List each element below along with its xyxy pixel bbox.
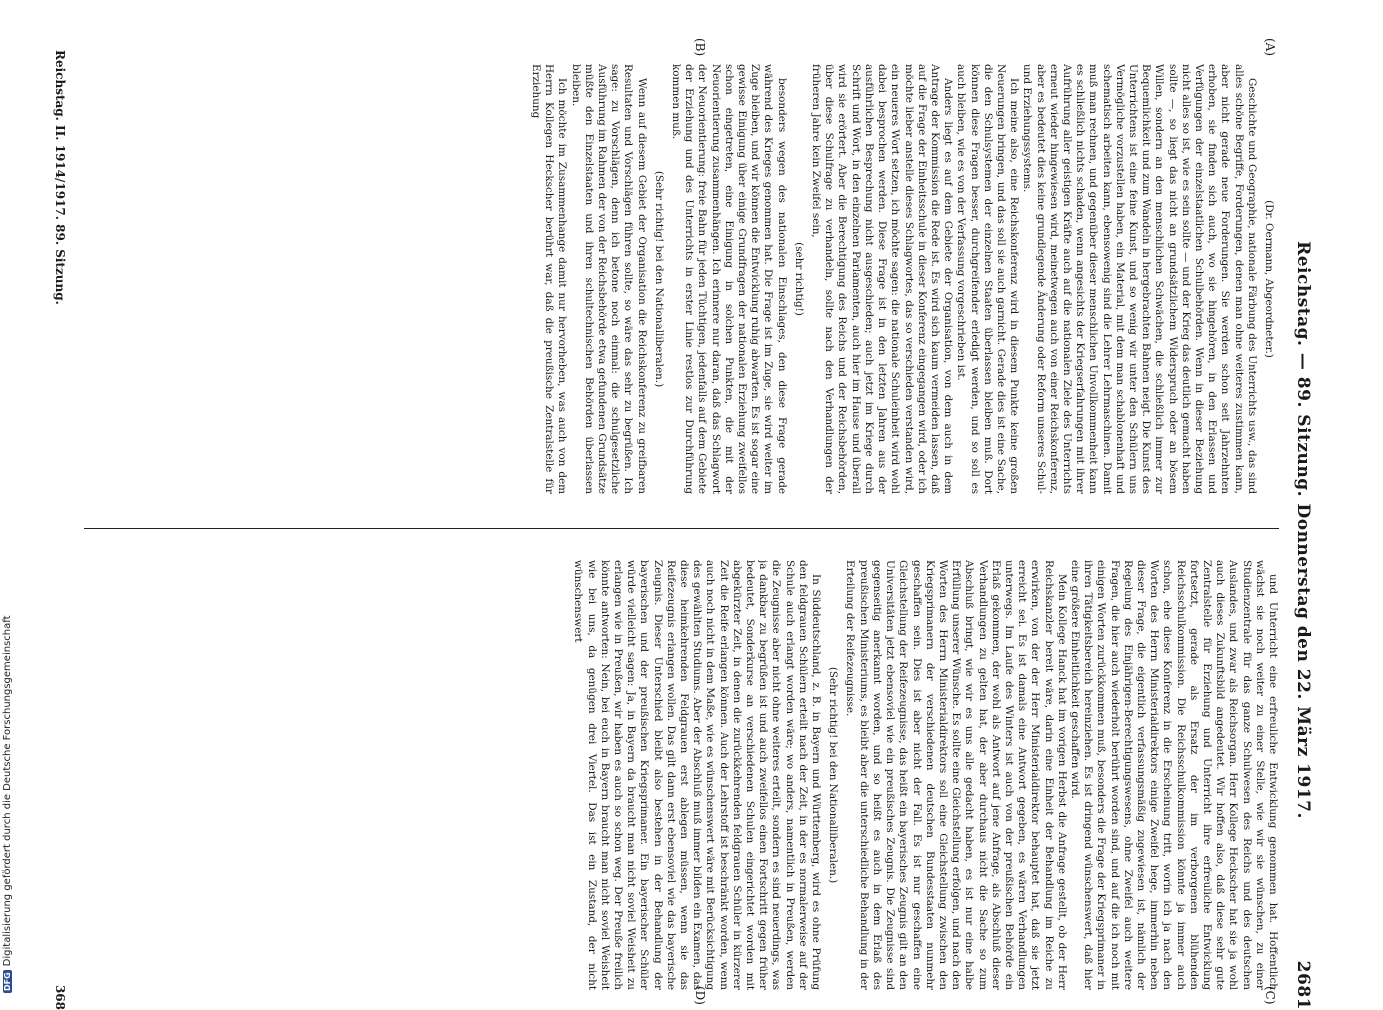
speaker-label: (Dr. Oermann, Abgeordneter.) xyxy=(1263,200,1275,358)
header-title: Reichstag. — 89. Sitzung. Donnerstag den 22. März 1917. xyxy=(1293,241,1313,819)
paragraph: besonders wegen des nationalen Einschlages, den diese Frage gerade während des Krieges genommen hat. Die Frage ist im Zuge, sie wird weiter im Zuge bleiben, und wir können die Entwicklung ruhig abwarten. Es ist sogar eine gewisse Einigung über einige Grundfragen der nationalen Erziehung zweifellos schon eingetreten, eine Einigung in solchen Punkten, die mit der Neuorientierung zusammenhängen. Ich erinnere nur daran, daß das Schlagwort der Neuorientierung: freie Bahn für jeden Tüchtigen, jedenfalls auf dem Gebiete der Erziehung und des Unterrichts in erster Linie restlos zur Durchführung kommen muß. xyxy=(670,64,788,494)
right-column xyxy=(79,560,1279,990)
paragraph: Anders liegt es auf dem Gebiete der Organisation, von dem auch in dem Antrage der Kommission die Rede ist. Es wird sich kaum vermeiden lassen, daß auf die Frage der Einheitsschule in dieser Konferenz eingegangen wird, oder ich möchte lieber anstelle dieses Schlagwortes, das so verschieden verstanden wird, ein neueres Wort setzen, ich möchte sagen: die nationale Schuleinheit wird wohl dabei besprochen werden. Diese Frage ist in den letzten Jahren aus der ausführlichen Besprechung nicht ausgeschieden; auch jetzt im Kriege durch Schrift und Wort, in den einzelnen Parlamenten, auch hier im Hause und überall wird sie erörtert. Aber die Berechtigung des Reichs und der Reichsbehörden, über diese Schulfrage zu verhandeln, sollte nach den Verhandlungen der früheren Jahre kein Zweifel sein, xyxy=(810,64,955,494)
header-page-number: 2681 xyxy=(1293,960,1313,1010)
paragraph: Ich möchte im Zusammenhange damit nur hervorheben, was auch von dem Herrn Kollegen Heckscher berührt war, daß die preußische Zentralstelle für Erziehung xyxy=(530,64,569,494)
column-divider xyxy=(84,528,1279,529)
margin-mark-b: (B) xyxy=(693,38,707,57)
page-header xyxy=(1289,50,1317,1010)
paragraph: Geschichte und Geographie, nationale Färbung des Unterrichts usw., das sind alles schöne Begriffe, Forderungen, denen man ohne weiteres zustimmen kann, aber nicht gerade neue Forderungen. Sie werden schon seit Jahrzehnten erhoben, sie finden sich auch, wo sie hingehören, in den Erlassen und Verfügungen der einzelstaatlichen Schulbehörden. Wenn in dieser Beziehung nicht alles so ist, wie es sein sollte — und der Krieg das deutlich gemacht haben sollte —, so liegt das nicht an grundsätzlichem Widerspruch oder an bösem Willen, sondern an den menschlichen Schwächen, die schließlich immer zur Bequemlichkeit und zum Wandeln in hergebrachten Bahnen neigt. Die Kunst des Unterrichtens ist eine feine Kunst, und so wenig wir unter den Schülern uns Vermögliche vorzustellen haben, ein Material, mit dem man schablonenhaft und schematisch arbeiten kann, ebensowenig sind die Lehrer Lehrmaschinen. Damit muß man rechnen, und gegenüber dieser menschlichen Unvollkommenheit kann es schließlich nichts schaden, wenn angesichts der Kriegserfahrungen mit ihrer Aufrührung aller geistigen Kräfte auch auf die nationalen Ziele des Unterrichts erneut wieder hingewiesen wird, meinetwegen auch von einer Reichskonferenz, aber es bedeutet dies keine grundlegende Änderung oder Reform unseres Schul- und Erziehungssystems. xyxy=(1021,64,1258,494)
margin-mark-d: (D) xyxy=(693,986,707,1005)
interjection: (Sehr richtig! bei den Nationalliberalen.) xyxy=(827,666,840,884)
paragraph: In Süddeutschland, z. B. in Bayern und Württemberg, wird es ohne Prüfung den feldgrauen Schülern erteilt nach der Zeit, in der es normalerweise auf der Schule auch erlangt worden wäre; wo anders, namentlich in Preußen, werden die Zeugnisse aber nicht ohne weiteres erteilt, sondern es sind neuerdings, was ja dankbar zu begrüßen ist und auch zweifellos einen Fortschritt gegen früher bedeutet, Sonderkurse an verschiedenen Schulen eingerichtet worden mit abgekürzter Zeit, in denen die zurückkehrenden feldgrauen Schüler in kürzerer Zeit die Reife erlangen können. Auch der Lehrstoff ist beschränkt worden, wenn auch noch nicht in dem Maße, wie es wünschenswert wäre mit Berücksichtigung des gewählten Studiums. Aber der Abschluß muß immer bilden ein Examen, das diese heimkehrenden Feldgrauen erst ablegen müssen, wenn sie das Reifezeugnis erlangen wollen. Das gilt dann erst ebensoviel wie das bayerische Zeugnis. Dieser Unterschied bleibt also bestehen in der Behandlung der bayerischen und der preußischen Kriegsprimaner. Ein bayerischer Schüler würde vielleicht sagen: Ja, in Bayern da braucht man nicht soviel Weisheit zu erlangen wie in Preußen, wir haben es auch so schon weg. Der Preuße freilich könnte antworten: Nein, bei euch in Bayern braucht man nicht soviel Weisheit wie bei uns, da genügen drei Viertel. Das ist ein Zustand, der nicht wünschenswert xyxy=(572,560,823,990)
footer-imprint: Reichstag. II. 1914/1917. 89. Sitzung. xyxy=(53,50,67,305)
margin-mark-a: (A) xyxy=(1263,38,1277,57)
paragraph: Mein Kollege Hanck hat im vorigen Herbst die Anfrage gestellt, ob der Herr Reichskanzler bereit wäre, darin eine Einheit der Behandlung im Reiche zu erwirken, von der der Herr Ministerialdirektor behauptet hat, daß sie jetzt erreicht sei. Es ist damals eine Antwort gegeben, es wären Verhandlungen unterwegs. Im Laufe des Winters ist auch von der preußischen Behörde ein Erlaß gekommen, der wohl als Antwort auf jene Anfrage, als Abschluß dieser Verhandlungen zu gelten hat, der aber durchaus nicht die Sache so zum Abschluß bringt, wie wir es uns alle gedacht haben, es ist nur eine halbe Erfüllung unserer Wünsche. Es sollte eine Gleichstellung erfolgen, und nach den Worten des Herrn Ministerialdirektors soll eine Gleichstellung zwischen den Kriegsprimanern der verschiedenen deutschen Bundesstaaten nunmehr geschaffen sein. Dies ist aber nicht der Fall. Es ist nur geschaffen eine Gleichstellung der Reifezeugnisse, das heißt ein bayerisches Zeugnis gilt an den Universitäten jetzt ebensoviel wie ein preußisches Zeugnis. Die Zeugnisse sind gegenseitig anerkannt worden, und so heißt es auch in dem Erlaß des preußischen Ministeriums, es bleibt aber die unterschiedliche Behandlung in der Erteilung der Reifezeugnisse. xyxy=(844,560,1068,990)
interjection: (Sehr richtig! bei den Nationalliberalen.) xyxy=(652,170,665,388)
paragraph: Wenn auf diesem Gebiet der Organisation die Reichskonferenz zu greifbaren Resultaten und Vorschlägen führen sollte, so wäre das sehr zu begrüßen. Ich sage: zu Vorschlägen, denn ich betone noch einmal: die schulgesetzliche Ausführung im Rahmen der von der Reichsbehörde etwa gefundenen Grundsätze müßte den Einzelstaaten und ihren schultechnischen Behörden überlassen bleiben. xyxy=(569,64,648,494)
footer-page-number: 368 xyxy=(53,984,67,1010)
paragraph: und Unterricht eine erfreuliche Entwicklung genommen hat. Hoffentlich wächst sie noch weiter zu einer Stelle, wie wir sie wünschen, zu einer Studienzentrale für das ganze Schulwesen des Reichs und des deutschen Auslandes, und zwar als Reichsorgan. Herr Kollege Heckscher hat sie ja wohl auch dieses Zukunftsbild angedeutet. Wir hoffen also, daß diese sehr gute Zentralstelle für Erziehung und Unterricht ihre erfreuliche Entwicklung fortsetzt, gerade als Ersatz der im verborgenen blühenden Reichsschulkommission. Die Reichsschulkommission könnte ja immer auch schon, ehe diese Konferenz in die Erscheinung tritt, worin ich ja nach den Worten des Herrn Ministerialdirektors einige Zweifel hege, immerhin neben dieser Frage, die eigentlich verfassungsmäßig zugewiesen ist, nämlich der Regelung des Einjährigen-Berechtigungswesens, ohne Zweifel auch weitere Fragen, die hier auch wiederholt berührt worden sind, und auf die ich noch mit einigen Worten zurückkommen muß, besonders die Frage der Kriegsprimaner in ihren Tätigkeitsbereich hereinziehen. Es ist dringend wünschenswert, daß hier eine größere Einheitlichkeit geschaffen wird. xyxy=(1068,560,1279,990)
side-caption xyxy=(2,3,16,993)
margin-mark-c: (C) xyxy=(1263,986,1277,1005)
left-column xyxy=(79,64,1279,494)
dfg-logo-icon: DFG xyxy=(3,972,12,991)
side-caption-text: Digitalisierung gefördert durch die Deutsche Forschungsgemeinschaft xyxy=(2,615,13,967)
paragraph: Ich meine also, eine Reichskonferenz wird in diesem Punkte keine großen Neuerungen bringen, und das soll sie auch garnicht. Gerade dies ist eine Sache, die den Schulsystemen der einzelnen Staaten überlassen bleiben muß. Dort können diese Fragen besser, durchgreifender erledigt werden, und so soll es auch bleiben, wie es von der Verfassung vorgeschrieben ist. xyxy=(955,64,1021,494)
rotated-page xyxy=(27,38,1317,1010)
interjection: (sehr richtig!) xyxy=(792,242,805,316)
